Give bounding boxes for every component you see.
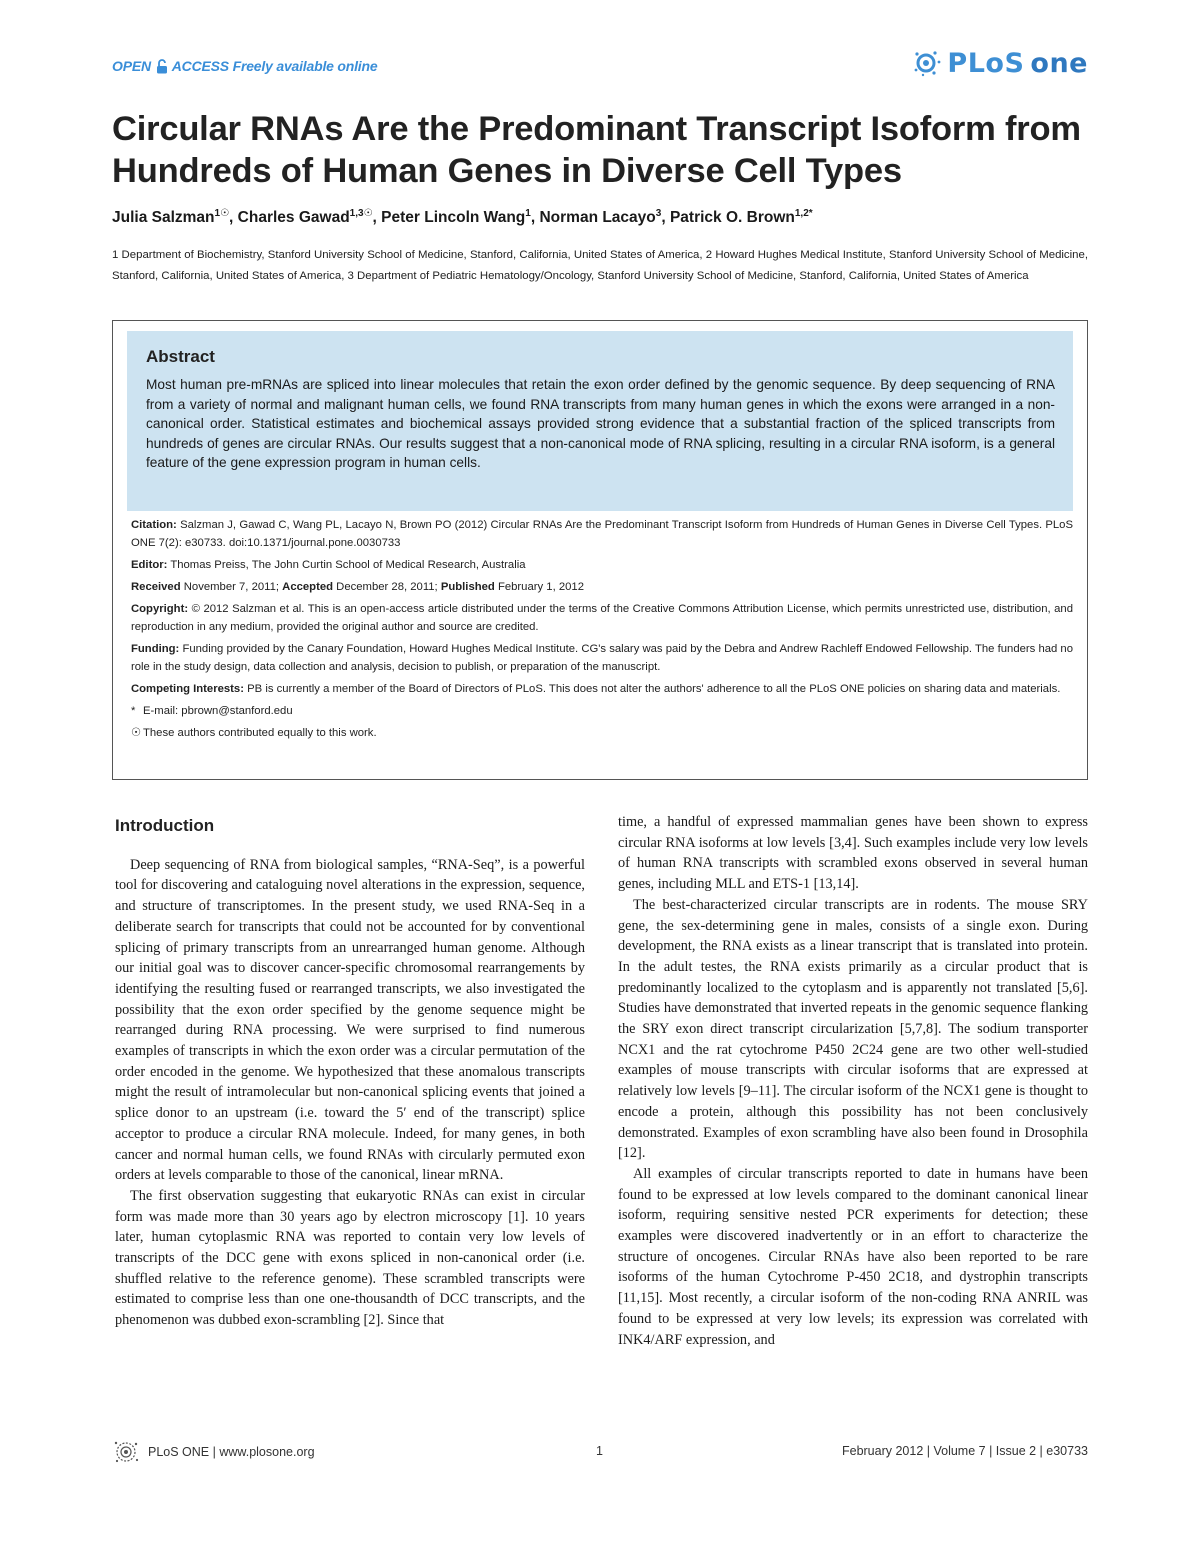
equal-text: These authors contributed equally to this work. [143, 727, 377, 739]
author-affiliation-mark: 1,3☉ [349, 208, 373, 219]
footer-journal [112, 1436, 315, 1468]
author: Julia Salzman [112, 209, 215, 226]
competing-text: PB is currently a member of the Board of Directors of PLoS. This does not alter the authors' adherence to all the PLoS ONE policies on sharing data and materials. [247, 683, 1061, 695]
editor-text: Thomas Preiss, The John Curtin School of Medical Research, Australia [170, 559, 526, 571]
published-label: Published [440, 581, 495, 593]
body-paragraph: time, a handful of expressed mammalian genes have been shown to express circular RNA isoforms at low levels [3,4]. Such examples include very low levels of human RNA transcripts with scrambled exons observed in several human genes, including MLL and ETS-1 [13,14]. [618, 814, 1088, 893]
article-info-box [112, 320, 1088, 780]
editor [131, 556, 1073, 574]
dates [131, 578, 1073, 596]
article-metadata [131, 516, 1073, 746]
received-date: November 7, 2011; [183, 581, 280, 593]
equal-contribution-note [131, 724, 1073, 742]
competing-label: Competing Interests: [131, 683, 244, 695]
copyright [131, 600, 1073, 636]
author: Norman Lacayo [539, 209, 656, 226]
body-paragraph: Deep sequencing of RNA from biological samples, “RNA-Seq”, is a powerful tool for discovering and cataloguing novel alterations in the expression, sequence, and structure of transcriptomes. In the present study, we used RNA-Seq in a deliberate search for transcripts that could not be accounted for by conventional splicing of primary transcripts from an unrearranged human genome. Although our initial goal was to discover cancer-specific chromosomal rearrangements by identifying the resulting fused or rearranged transcripts, we also investigated the possibility that the exon order specified by the genome sequence might be rearranged during RNA processing. We were surprised to find numerous examples of transcripts in which the exon order was a circular permutation of the order encoded in the genome. We hypothesized that these anomalous transcripts might the result of intramolecular but non-canonical splicing events that joined a splice donor to an upstream (i.e. toward the 5′ end of the transcript) splice acceptor to produce a circular RNA molecule. Indeed, for many genes, in both cancer and normal human cells, we found RNAs with circularly permuted exon orders at levels comparable to those of the canonical, linear mRNA. [115, 856, 585, 1184]
brand-plos: PLoS [947, 47, 1025, 79]
abstract-panel [127, 331, 1073, 511]
equal-mark: ☉ [131, 727, 142, 739]
author: Patrick O. Brown [669, 209, 795, 226]
author: Charles Gawad [237, 209, 350, 226]
email-note [131, 702, 1073, 720]
author-affiliation-mark: 1,2* [794, 208, 813, 219]
open-lock-icon [156, 59, 168, 74]
accepted-label: Accepted [282, 581, 334, 593]
author: Peter Lincoln Wang [381, 209, 526, 226]
email-mark: * [131, 705, 136, 717]
abstract-heading: Abstract [146, 347, 215, 366]
author-list: Julia Salzman$^{1☉}$, Charles Gawad$^{1,3☉}$, Peter Lincoln Wang$^1$, Norman Lacayo$^3$, Patrick O. Brown$^{1,2*}$ [112, 208, 813, 226]
page-footer [112, 1436, 1088, 1468]
copyright-label: Copyright: [131, 603, 189, 615]
plos-one-logo [913, 38, 1088, 88]
body-column-left [115, 812, 585, 1331]
plos-logo-icon [913, 48, 943, 78]
citation-label: Citation: [131, 519, 177, 531]
affiliations: 1 Department of Biochemistry, Stanford University School of Medicine, Stanford, California, United States of America, 2 Howard Hughes Medical Institute, Stanford University School of Medicine, Stanford, California, United States of America, 3 Department of Pediatric Hematology/Oncology, Stanford University School of Medicine, Stanford, California, United States of America [112, 249, 1088, 282]
abstract-text: Most human pre-mRNAs are spliced into linear molecules that retain the exon order defined by the genomic sequence. By deep sequencing of RNA from a variety of normal and malignant human cells, we found RNA transcripts from many human genes in which the exons were arranged in a non-canonical order. Statistical estimates and biochemical assays provided strong evidence that a substantial fraction of the spliced transcripts from hundreds of genes are circular RNAs. Our results suggest that a non-canonical mode of RNA splicing, resulting in a circular RNA isoform, is a general feature of the gene expression program in human cells. [146, 377, 1055, 471]
plos-footer-logo-icon [112, 1438, 140, 1466]
funding [131, 640, 1073, 676]
open-label: OPEN [112, 58, 151, 74]
received-label: Received [131, 581, 181, 593]
body-paragraph: The best-characterized circular transcripts are in rodents. The mouse SRY gene, the sex-determining gene in males, consists of a single exon. During development, the RNA exists as a linear transcript that is translated into protein. In the adult testes, the RNA exists primarily as a circular product that is predominantly localized to the cytoplasm and is apparently not translated [5,6]. Studies have demonstrated that inverted repeats in the genomic sequence flanking the SRY exon direct transcript circularization [5,7,8]. The sodium transporter NCX1 and the rat cytochrome P450 2C24 gene are two other well-studied examples of mouse transcripts with circular isoforms that are expressed at relatively low levels [9–11]. The circular isoform of the NCX1 gene is thought to encode a protein, although this possibility has not been conclusively demonstrated. Examples of exon scrambling have also been found in Drosophila [12]. [618, 896, 1088, 1162]
editor-label: Editor: [131, 559, 168, 571]
article-title: Circular RNAs Are the Predominant Transcript Isoform from Hundreds of Human Genes in Diverse Cell Types [112, 110, 1081, 190]
body-column-right [618, 812, 1088, 1350]
page-number: 1 [596, 1444, 603, 1458]
body-paragraph: The first observation suggesting that eukaryotic RNAs can exist in circular form was made more than 30 years ago by electron microscopy [1]. 10 years later, human cytoplasmic RNA was reported to contain very low levels of transcripts of the DCC gene with exons spliced in non-canonical order (i.e. shuffled relative to the reference genome). These scrambled transcripts were estimated to comprise less than one one-thousandth of DCC transcripts, and the phenomenon was dubbed exon-scrambling [2]. Since that [115, 1187, 585, 1329]
brand-one: one [1030, 47, 1088, 79]
citation [131, 516, 1073, 552]
author-affiliation-mark: 1☉ [214, 208, 230, 219]
body-paragraph: All examples of circular transcripts reported to date in humans have been found to be expressed at low levels compared to the dominant canonical linear isoform, requiring sensitive nested PCR experiments for detection; these examples were discovered inadvertently or in an effort to characterize the structure of oncogenes. Circular RNAs have also been reported to be rare isoforms of the human Cytochrome P-450 2C18, and dystrophin transcripts [11,15]. Most recently, a circular isoform of the non-coding RNA ANRIL was found to be expressed at very low levels; its expression was correlated with INK4/ARF expression, and [618, 1165, 1088, 1348]
funding-text: Funding provided by the Canary Foundation, Howard Hughes Medical Institute. CG's salary was paid by the Debra and Andrew Rachleff Endowed Fellowship. The funders had no role in the study design, data collection and analysis, decision to publish, or preparation of the manuscript. [131, 643, 1074, 673]
citation-text: Salzman J, Gawad C, Wang PL, Lacayo N, Brown PO (2012) Circular RNAs Are the Predominant Transcript Isoform from Hundreds of Human Genes in Diverse Cell Types. PLoS ONE 7(2): e30733. doi:10.1371/journal.pone.0030733 [131, 519, 1074, 549]
published-date: February 1, 2012 [497, 581, 584, 593]
journal-link: PLoS ONE | www.plosone.org [148, 1445, 315, 1459]
freely-available-label: Freely available online [232, 58, 378, 74]
accepted-date: December 28, 2011; [336, 581, 438, 593]
open-access-badge [112, 58, 377, 74]
author-affiliation-mark: 3 [655, 208, 662, 219]
author-affiliation-mark: 1 [525, 208, 531, 219]
access-label: ACCESS [171, 58, 229, 74]
introduction-heading: Introduction [115, 816, 215, 835]
email-text: E-mail: pbrown@stanford.edu [143, 705, 293, 717]
competing-interests [131, 680, 1073, 698]
page-header [112, 38, 1088, 88]
copyright-text: © 2012 Salzman et al. This is an open-access article distributed under the terms of the Creative Commons Attribution License, which permits unrestricted use, distribution, and reproduction in any medium, provided the original author and source are credited. [131, 603, 1073, 633]
funding-label: Funding: [131, 643, 180, 655]
issue-info: February 2012 | Volume 7 | Issue 2 | e30733 [841, 1444, 1088, 1458]
